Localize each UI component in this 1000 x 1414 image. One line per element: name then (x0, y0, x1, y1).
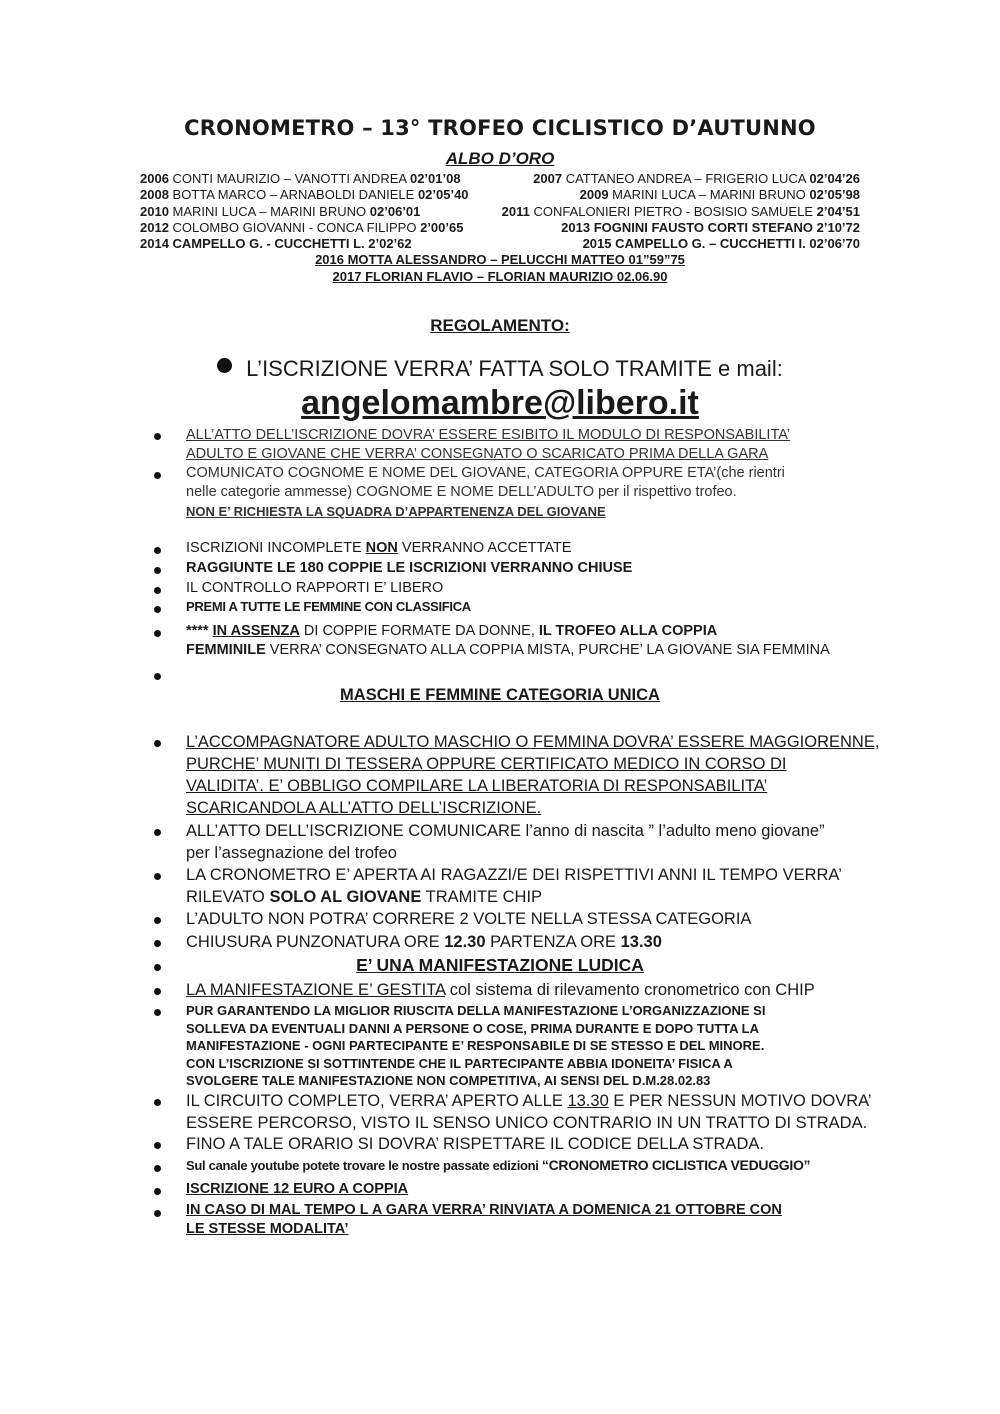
list-item (186, 1201, 916, 1239)
albo-year: 2008 (140, 187, 169, 203)
list-item: PREMI A TUTTE LE FEMMINE CON CLASSIFICA (186, 599, 471, 614)
item-line: NON E’ RICHIESTA LA SQUADRA D’APPARTENENZA DEL GIOVANE (186, 504, 606, 519)
page-title: CRONOMETRO – 13° TROFEO CICLISTICO D’AUTUNNO (184, 116, 816, 140)
albo-names: COLOMBO GIOVANNI - CONCA FILIPPO (168, 219, 417, 235)
albo-time: 02’05’98 (809, 187, 860, 203)
item-text: TRAMITE CHIP (421, 888, 543, 906)
albo-row (140, 187, 860, 203)
item-text: ISCRIZIONI INCOMPLETE (186, 540, 366, 556)
list-item (186, 1157, 916, 1173)
bullet-icon (154, 829, 161, 836)
albo-row (140, 236, 860, 252)
albo-time: 2’00’65 (420, 219, 464, 235)
item-text: E PER NESSUN MOTIVO DOVRA’ (608, 1092, 872, 1110)
albo-entry: 2015 CAMPELLO G. – CUCCHETTI I. 02’06’70 (582, 236, 860, 252)
list-item (186, 864, 916, 908)
item-text: Sul canale (186, 1158, 251, 1173)
item-line: per l’assegnazione del trofeo (186, 844, 397, 862)
item-text: **** (186, 623, 213, 639)
item-line: ADULTO E GIOVANE CHE VERRA’ CONSEGNATO O SCARICATO PRIMA DELLA GARA (186, 446, 769, 462)
item-text: col sistema di rilevamento cronometrico con CHIP (445, 981, 815, 999)
list-item (186, 931, 916, 953)
item-text: 13.30 (620, 933, 662, 951)
item-text: FEMMINILE (186, 642, 266, 658)
manifestazione-ludica-heading: E’ UNA MANIFESTAZIONE LUDICA (356, 955, 644, 975)
albo-names: MARINI LUCA – MARINI BRUNO (172, 203, 367, 219)
albo-entry: 2014 CAMPELLO G. - CUCCHETTI L. 2’02’62 (140, 236, 412, 252)
bullet-icon (154, 433, 161, 440)
albo-names: BOTTA MARCO – ARNABOLDI DANIELE (172, 187, 415, 203)
item-text: 12.30 (444, 933, 486, 951)
albo-time: 02’06’01 (369, 203, 421, 219)
bullet-icon (154, 917, 161, 924)
item-text: potete trovare le nostre passate edizioni (299, 1158, 542, 1173)
item-text: VERRA’ CONSEGNATO ALLA COPPIA MISTA, PURCHE’ LA GIOVANE SIA FEMMINA (265, 642, 830, 658)
item-text: NON (365, 540, 398, 556)
albo-year: 2006 (140, 171, 169, 186)
item-text: PARTENZA ORE (485, 933, 621, 951)
item-text: IL TROFEO ALLA COPPIA (538, 623, 718, 639)
albo-names: CATTANEO ANDREA – FRIGERIO LUCA (565, 171, 806, 186)
item-line: LE STESSE MODALITA’ (186, 1221, 349, 1237)
item-line: CON L’ISCRIZIONE SI SOTTINTENDE CHE IL PARTECIPANTE ABBIA IDONEITA’ FISICA A (186, 1055, 733, 1071)
albo-row (140, 204, 860, 220)
bullet-icon (154, 567, 161, 574)
item-line: SOLLEVA DA EVENTUALI DANNI A PERSONE O COSE, PRIMA DURANTE E DOPO TUTTA LA (186, 1020, 759, 1036)
bullet-icon (154, 587, 161, 594)
email-link[interactable]: angelomambre@libero.it (301, 384, 699, 422)
item-line: ESSERE PERCORSO, VISTO IL SENSO UNICO CONTRARIO IN UN TRATTO DI STRADA. (186, 1114, 868, 1132)
item-text: DI COPPIE FORMATE DA DONNE, (299, 623, 539, 639)
item-text: LA MANIFESTAZIONE E’ GESTITA (186, 981, 446, 999)
albo-time: 2’04’51 (816, 203, 860, 219)
list-item: ISCRIZIONE 12 EURO A COPPIA (186, 1181, 409, 1197)
albo-doro-heading: ALBO D’ORO (445, 149, 555, 168)
iscrizione-line (0, 356, 1000, 382)
item-text: CHIUSURA PUNZONATURA ORE (186, 933, 445, 951)
list-item (186, 539, 916, 558)
list-item: IL CONTROLLO RAPPORTI E’ LIBERO (186, 580, 444, 596)
albo-entry: 2013 FOGNINI FAUSTO CORTI STEFANO 2’10’72 (561, 219, 860, 235)
categoria-heading: MASCHI E FEMMINE CATEGORIA UNICA (340, 686, 660, 704)
albo-names: CONFALONIERI PIETRO - BOSISIO SAMUELE (533, 203, 813, 219)
item-line: PURCHE’ MUNITI DI TESSERA OPPURE CERTIFICATO MEDICO IN CORSO DI (186, 755, 787, 773)
albo-year: 2007 (533, 171, 563, 186)
bullet-icon (154, 940, 161, 947)
item-line: COMUNICATO COGNOME E NOME DEL GIOVANE, CATEGORIA OPPURE ETA’(che rientri (186, 465, 785, 481)
albo-entry: 2017 FLORIAN FLAVIO – FLORIAN MAURIZIO 02.06.90 (332, 269, 668, 285)
list-item: L’ADULTO NON POTRA’ CORRERE 2 VOLTE NELLA STESSA CATEGORIA (186, 910, 752, 928)
item-text: RILEVATO (186, 888, 270, 906)
bullet-icon (154, 630, 161, 637)
bullet-icon (154, 1188, 161, 1195)
bullet-icon (154, 740, 161, 747)
regolamento-heading: REGOLAMENTO: (430, 316, 570, 335)
bullet-icon (154, 988, 161, 995)
item-line: MANIFESTAZIONE - OGNI PARTECIPANTE E’ RESPONSABILE DI SE STESSO E DEL MINORE. (186, 1038, 765, 1053)
list-item: FINO A TALE ORARIO SI DOVRA’ RISPETTARE IL CODICE DELLA STRADA. (186, 1135, 764, 1153)
albo-year: 2009 (579, 187, 609, 203)
bullet-icon (154, 472, 161, 479)
item-text: SOLO AL GIOVANE (269, 888, 422, 906)
item-line: SCARICANDOLA ALL’ATTO DELL’ISCRIZIONE. (186, 799, 542, 817)
list-item (186, 820, 916, 864)
item-text: VERRANNO ACCETTATE (397, 540, 572, 556)
albo-names: CONTI MAURIZIO – VANOTTI ANDREA (172, 171, 407, 186)
item-text: 13.30 (567, 1092, 609, 1110)
item-line: ALL’ATTO DELL’ISCRIZIONE COMUNICARE l’anno di nascita ” l’adulto meno giovane” (186, 822, 825, 840)
item-line: L’ACCOMPAGNATORE ADULTO MASCHIO O FEMMINA DOVRA’ ESSERE MAGGIORENNE, (186, 733, 880, 751)
youtube-text: youtube (250, 1158, 300, 1173)
item-text: IL CIRCUITO COMPLETO, VERRA’ APERTO ALLE (186, 1092, 568, 1110)
bullet-icon (154, 547, 161, 554)
albo-row (140, 220, 860, 236)
albo-year: 2012 (140, 219, 169, 235)
list-item (186, 622, 916, 660)
bullet-icon (154, 1210, 161, 1217)
albo-doro-list (140, 171, 860, 286)
albo-entry: 2016 MOTTA ALESSANDRO – PELUCCHI MATTEO 01”59”75 (315, 252, 685, 268)
list-item: RAGGIUNTE LE 180 COPPIE LE ISCRIZIONI VERRANNO CHIUSE (186, 560, 633, 576)
list-item (186, 979, 916, 1001)
item-line: LA CRONOMETRO E’ APERTA AI RAGAZZI/E DEI RISPETTIVI ANNI IL TEMPO VERRA’ (186, 866, 842, 884)
albo-year: 2011 (501, 203, 530, 219)
list-item (186, 1090, 916, 1134)
item-line: PUR GARANTENDO LA MIGLIOR RIUSCITA DELLA MANIFESTAZIONE L’ORGANIZZAZIONE SI (186, 1003, 766, 1018)
albo-names: MARINI LUCA – MARINI BRUNO (612, 187, 806, 203)
item-line: VALIDITA’. E’ OBBLIGO COMPILARE LA LIBERATORIA DI RESPONSABILITA’ (186, 777, 768, 795)
item-text: “CRONOMETRO CICLISTICA VEDUGGIO” (541, 1157, 811, 1173)
bullet-icon (154, 873, 161, 880)
bullet-icon (154, 1009, 161, 1016)
list-item (186, 1002, 916, 1090)
item-line: IN CASO DI MAL TEMPO L A GARA VERRA’ RINVIATA A DOMENICA 21 OTTOBRE CON (186, 1202, 782, 1218)
bullet-icon (154, 673, 161, 680)
item-line: ALL’ATTO DELL’ISCRIZIONE DOVRA’ ESSERE ESIBITO IL MODULO DI RESPONSABILITA’ (186, 427, 791, 443)
albo-time: 02’05’40 (417, 187, 469, 203)
bullet-icon (154, 1099, 161, 1106)
albo-time: 02’04’26 (809, 171, 860, 186)
bullet-icon (154, 606, 161, 613)
albo-row (140, 171, 860, 187)
albo-year: 2010 (140, 203, 169, 219)
bullet-icon (154, 1165, 161, 1172)
item-line: nelle categorie ammesse) COGNOME E NOME DELL’ADULTO per il rispettivo trofeo. (186, 484, 737, 500)
item-text: IN ASSENZA (212, 623, 300, 639)
list-item (186, 426, 916, 464)
bullet-icon (217, 358, 232, 373)
bullet-icon (154, 1142, 161, 1149)
list-item (186, 731, 916, 819)
albo-time: 02’01’08 (409, 171, 461, 186)
iscrizione-text: L’ISCRIZIONE VERRA’ FATTA SOLO TRAMITE e mail: (246, 356, 783, 381)
list-item (186, 464, 916, 521)
item-line: SVOLGERE TALE MANIFESTAZIONE NON COMPETITIVA, AI SENSI DEL D.M.28.02.83 (186, 1073, 711, 1088)
